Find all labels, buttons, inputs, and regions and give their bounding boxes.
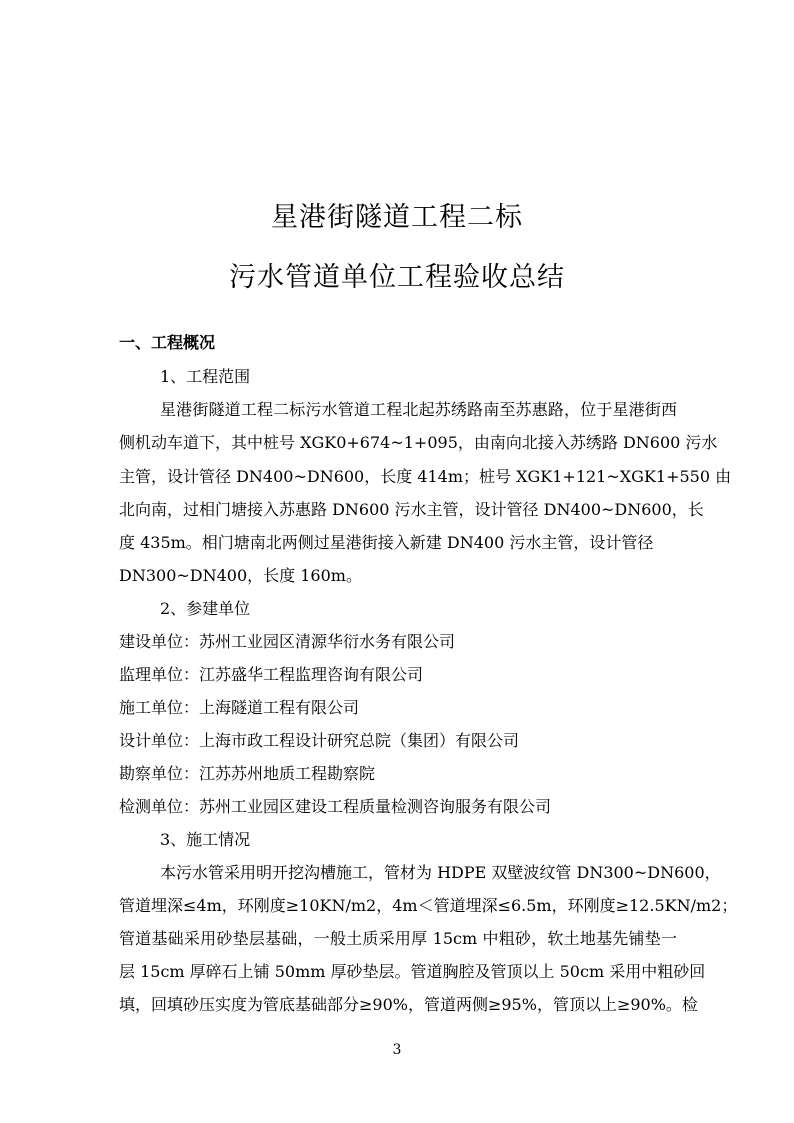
participant-unit-line: 监理单位：江苏盛华工程监理咨询有限公司 bbox=[119, 665, 424, 684]
scope-paragraph-line: 主管，设计管径 DN400~DN600，长度 414m；桩号 XGK1+121~XGK1+550 由 bbox=[119, 467, 732, 486]
participant-unit-line: 勘察单位：江苏苏州地质工程勘察院 bbox=[119, 764, 376, 783]
construction-paragraph-line: 管道基础采用砂垫层基础，一般土质采用厚 15cm 中粗砂，软土地基先铺垫一 bbox=[119, 929, 677, 948]
page-number: 3 bbox=[392, 1042, 402, 1058]
construction-paragraph-line: 填，回填砂压实度为管底基础部分≥90%，管道两侧≥95%，管顶以上≥90%。检 bbox=[119, 995, 698, 1014]
scope-paragraph-line: 度 435m。相门塘南北两侧过星港街接入新建 DN400 污水主管，设计管径 bbox=[119, 533, 654, 552]
scope-paragraph-line: 星港街隧道工程二标污水管道工程北起苏绣路南至苏惠路，位于星港街西 bbox=[160, 400, 677, 419]
participant-unit-line: 检测单位：苏州工业园区建设工程质量检测咨询服务有限公司 bbox=[119, 797, 552, 816]
subsection-heading-participants: 2、参建单位 bbox=[160, 599, 251, 618]
scope-paragraph-line: DN300~DN400，长度 160m。 bbox=[119, 566, 362, 585]
construction-paragraph-line: 层 15cm 厚碎石上铺 50mm 厚砂垫层。管道胸腔及管顶以上 50cm 采用中粗砂回 bbox=[119, 962, 706, 981]
participant-unit-line: 建设单位：苏州工业园区清源华衍水务有限公司 bbox=[119, 632, 456, 651]
participant-unit-line: 设计单位：上海市政工程设计研究总院（集团）有限公司 bbox=[119, 731, 520, 750]
scope-paragraph-line: 北向南，过相门塘接入苏惠路 DN600 污水主管，设计管径 DN400~DN600，长 bbox=[119, 500, 704, 519]
construction-paragraph-line: 本污水管采用明开挖沟槽施工，管材为 HDPE 双壁波纹管 DN300~DN600， bbox=[160, 863, 721, 882]
scope-paragraph-line: 侧机动车道下，其中桩号 XGK0+674~1+095，由南向北接入苏绣路 DN600 污水 bbox=[119, 433, 718, 452]
document-title-line-2: 污水管道单位工程验收总结 bbox=[229, 262, 565, 293]
subsection-heading-construction: 3、施工情况 bbox=[160, 830, 251, 849]
participant-unit-line: 施工单位：上海隧道工程有限公司 bbox=[119, 698, 360, 717]
document-title-line-1: 星港街隧道工程二标 bbox=[271, 202, 523, 233]
subsection-heading-scope: 1、工程范围 bbox=[160, 367, 251, 386]
construction-paragraph-line: 管道埋深≤4m，环刚度≥10KN/m2，4m＜管道埋深≤6.5m，环刚度≥12.5KN/m2； bbox=[119, 896, 738, 915]
section-heading-overview: 一、工程概况 bbox=[119, 333, 216, 352]
